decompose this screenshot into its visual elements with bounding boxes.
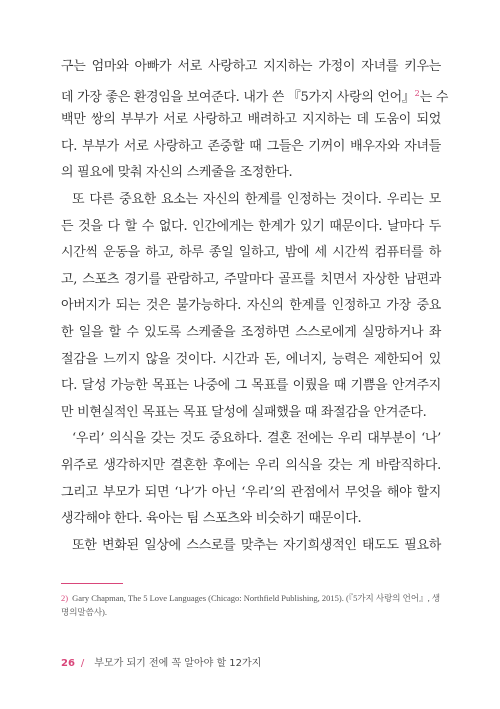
text-line: ‘우리’ 의식을 갖는 것도 중요하다. 결혼 전에는 우리 대부분이 ‘나’	[72, 431, 441, 447]
text-line-part: 데 가장 좋은 환경임을 보여준다. 내가 쓴 『5가지 사랑의 언어』	[61, 89, 415, 105]
text-line: 아버지가 되는 것은 불가능하다. 자신의 한계를 인정하고 가장 중요	[61, 298, 441, 314]
text-line: 구는 엄마와 아빠가 서로 사랑하고 지지하는 가정이 자녀를 키우는	[61, 59, 441, 74]
footer-separator: /	[80, 658, 85, 669]
body-text	[61, 54, 449, 559]
text-line: 또 다른 중요한 요소는 자신의 한계를 인정하는 것이다. 우리는 모	[72, 191, 441, 207]
text-line: 절감을 느끼지 않을 것이다. 시간과 돈, 에너지, 능력은 제한되어 있	[61, 351, 441, 367]
text-line: 고, 스포츠 경기를 관람하고, 주말마다 골프를 치면서 자상한 남편과	[61, 271, 441, 287]
text-line: 그리고 부모가 되면 ‘나’가 아닌 ‘우리’의 관점에서 무엇을 해야 할지	[61, 484, 441, 500]
text-line: 위주로 생각하지만 결혼한 후에는 우리 의식을 갖는 게 바람직하다.	[61, 457, 441, 473]
page-number: 26	[61, 658, 75, 669]
text-line: 다. 달성 가능한 목표는 나중에 그 목표를 이뤘을 때 기쁨을 안겨주지	[61, 378, 441, 394]
text-line: 생각해야 한다. 육아는 팀 스포츠와 비슷하기 때문이다.	[61, 511, 362, 527]
text-line: 또한 변화된 일상에 스스로를 맞추는 자기희생적인 태도도 필요하	[72, 537, 441, 553]
footnote-divider	[61, 583, 123, 584]
text-line: 의 필요에 맞춰 자신의 스케줄을 조정한다.	[61, 165, 293, 181]
text-line: 백만 쌍의 부부가 서로 사랑하고 배려하고 지지하는 데 도움이 되었	[61, 112, 441, 128]
text-line: 한 일을 할 수 있도록 스케줄을 조정하면 스스로에게 실망하거나 좌	[61, 324, 441, 340]
footnote	[61, 591, 441, 619]
text-line	[61, 81, 449, 108]
running-title: 부모가 되기 전에 꼭 알아야 할 12가지	[94, 658, 262, 669]
page-footer	[61, 654, 261, 669]
footnote-text: Gary Chapman, The 5 Love Languages (Chicago: Northfield Publishing, 2015). (『5가지 사랑의 언어』, 생명의말씀사).	[61, 593, 441, 617]
text-line: 만 비현실적인 목표는 목표 달성에 실패했을 때 좌절감을 안겨준다.	[61, 404, 427, 420]
text-line-part: 는 수	[419, 89, 449, 105]
text-line: 다. 부부가 서로 사랑하고 존중할 때 그들은 기꺼이 배우자와 자녀들	[61, 138, 441, 154]
footnote-number: 2)	[61, 593, 69, 603]
text-line: 든 것을 다 할 수 없다. 인간에게는 한계가 있기 때문이다. 날마다 두	[61, 218, 441, 234]
text-line: 시간씩 운동을 하고, 하루 종일 일하고, 밤에 세 시간씩 컴퓨터를 하	[61, 245, 441, 261]
footnote-marker[interactable]: 2	[414, 88, 420, 98]
